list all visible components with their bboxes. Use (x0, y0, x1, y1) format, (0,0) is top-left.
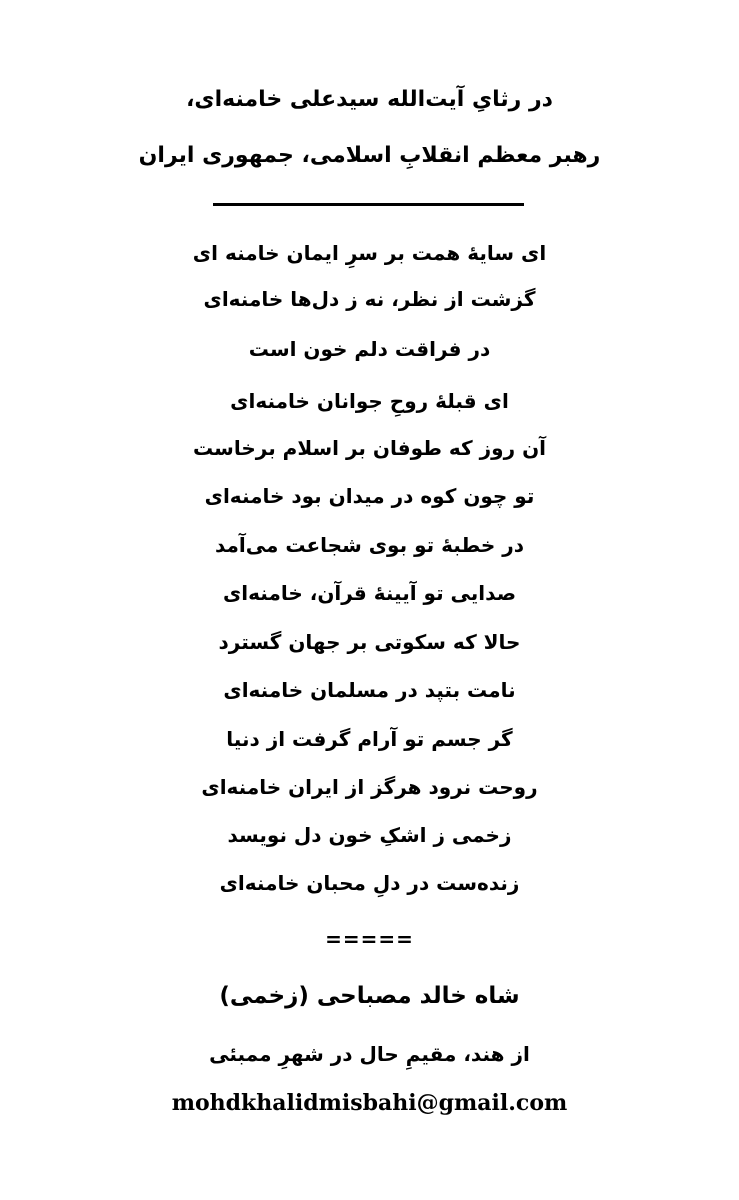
poem-verse: نامت بتپد در مسلمان خامنه‌ای (223, 678, 516, 702)
poem-verse: صدایی تو آیینهٔ قرآن، خامنه‌ای (222, 581, 517, 605)
title-line-1: در رثایِ آیت‌الله سیدعلی خامنه‌ای، (186, 87, 553, 112)
poem-verse: ای سایهٔ همت بر سرِ ایمان خامنه ای (192, 241, 547, 265)
poem-verse: گزشت از نظر، نه ز دل‌ها خامنه‌ای (203, 287, 536, 311)
author-location: از هند، مقیمِ حال در شهرِ ممبئی (209, 1042, 530, 1066)
poem-verse: ای قبلهٔ روحِ جوانان خامنه‌ای (230, 389, 509, 413)
poem-verse: تو چون کوه در میدان بود خامنه‌ای (204, 484, 535, 508)
poem-verse: گر جسم تو آرام گرفت از دنیا (226, 727, 513, 751)
poem-verse: روحت نرود هرگز از ایران خامنه‌ای (201, 775, 538, 799)
title-line-2: رهبر معظم انقلابِ اسلامی، جمهوری ایران (138, 143, 601, 168)
poem-verse: حالا که سکوتی بر جهان گسترد (218, 630, 521, 654)
poem-verse: آن روز که طوفان بر اسلام برخاست (192, 436, 546, 460)
title-divider (213, 203, 524, 206)
author-name: شاه خالد مصباحی (زخمی) (219, 983, 520, 1009)
poem-verse: در فراقت دلم خون است (248, 337, 491, 361)
poem-verse: زنده‌ست در دلِ محبان خامنه‌ای (219, 871, 520, 895)
poem-verse: زخمی ز اشکِ خون دل نویسد (227, 823, 512, 847)
author-email: mohdkhalidmisbahi@gmail.com (171, 1090, 568, 1116)
poem-verse: در خطبهٔ تو بوی شجاعت می‌آمد (214, 533, 525, 557)
section-separator: ===== (325, 927, 414, 951)
